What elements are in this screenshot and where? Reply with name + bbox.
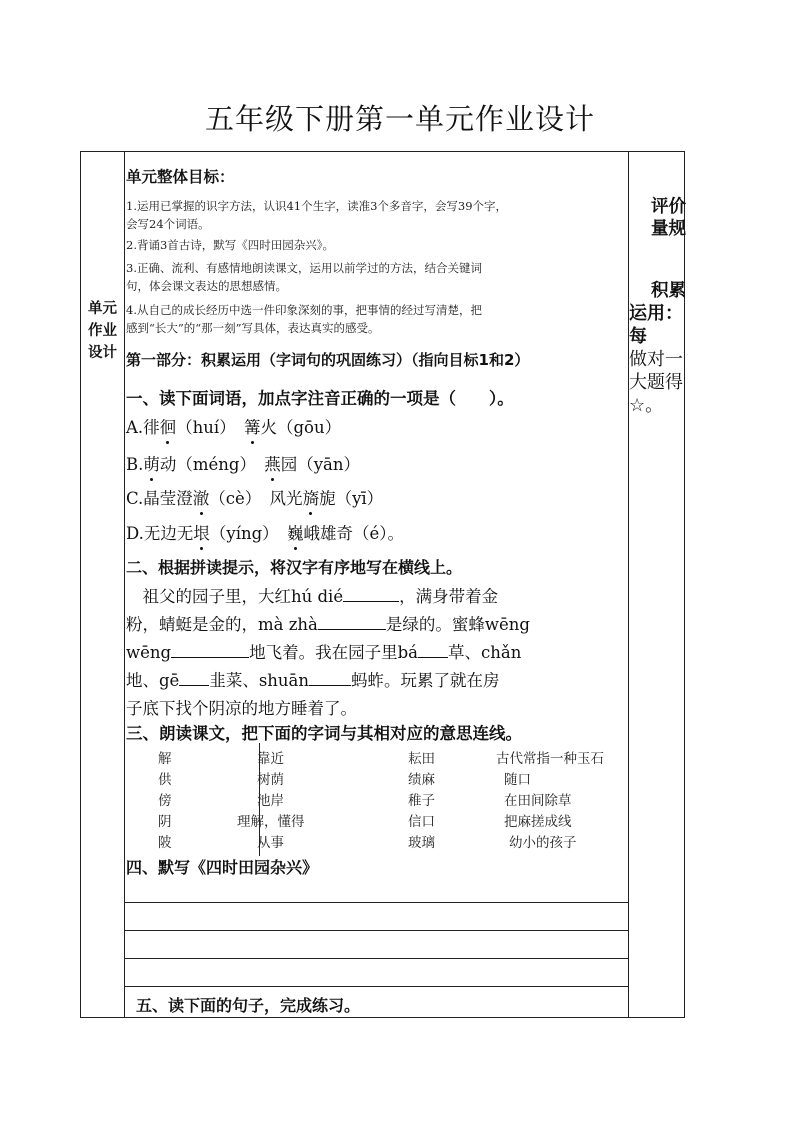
- q2-line: 祖父的园子里，大红hú dié ，满身带着金: [126, 587, 499, 606]
- evaluation-sub: 积累: [651, 281, 686, 301]
- match-word[interactable]: 耘田: [408, 751, 435, 767]
- match-meaning[interactable]: 幼小的孩子: [509, 835, 577, 851]
- answer-blank[interactable]: [179, 671, 209, 686]
- q3-heading: 三、朗读课文，把下面的字词与其相对应的意思连线。: [126, 724, 522, 743]
- answer-blank[interactable]: [318, 615, 386, 630]
- answer-blank[interactable]: [171, 643, 249, 658]
- q1-option-d: D.无边无垠（yíng） 巍峨雄奇（é）。: [126, 520, 404, 544]
- match-meaning[interactable]: 理解，懂得: [237, 814, 305, 830]
- goals-heading: 单元整体目标：: [126, 168, 235, 186]
- q2-line: wēng 地飞着。我在园子里bá 草、chǎn: [126, 643, 522, 662]
- match-word[interactable]: 玻璃: [408, 835, 435, 851]
- match-word[interactable]: 供: [158, 772, 172, 788]
- q1-option-a: A.徘徊（huí） 篝火（gōu）: [126, 414, 341, 438]
- match-meaning[interactable]: 树荫: [257, 772, 284, 788]
- column-divider-right: [628, 152, 629, 1017]
- q1-option-b: B.萌动（méng） 燕园（yān）: [126, 451, 360, 475]
- q2-line: 粉，蜻蜓是金的，mà zhà 是绿的。蜜蜂wēng: [126, 615, 530, 634]
- match-meaning[interactable]: 靠近: [257, 751, 284, 767]
- match-word[interactable]: 稚子: [408, 793, 435, 809]
- q5-heading: 五、读下面的句子，完成练习。: [136, 996, 361, 1015]
- part1-heading: 第一部分：积累运用（字词句的巩固练习）（指向目标1和2）: [126, 351, 530, 369]
- writing-line[interactable]: [124, 986, 629, 987]
- writing-line[interactable]: [124, 930, 629, 931]
- row-label: 单元 作业 设计: [88, 300, 117, 361]
- match-meaning[interactable]: 池岸: [257, 793, 284, 809]
- match-word[interactable]: 陂: [158, 835, 172, 851]
- q2-heading: 二、根据拼读提示，将汉字有序地写在横线上。: [126, 558, 463, 577]
- evaluation-heading: 评价 量规: [651, 197, 686, 239]
- goal-line: 句，体会课文表达的思想感情。: [126, 279, 287, 293]
- match-meaning[interactable]: 古代常指一种玉石: [496, 751, 604, 767]
- goal-line: 3.正确、流利、有感情地朗读课文，运用以前学过的方法，结合关键词: [126, 261, 482, 275]
- document-title: 五年级下册第一单元作业设计: [204, 102, 595, 136]
- assignment-table: [80, 151, 685, 1018]
- goal-line: 1.运用已掌握的识字方法，认识41个生字，读准3个多音字，会写39个字，: [126, 199, 508, 213]
- goal-line: 2.背诵3首古诗，默写《四时田园杂兴》。: [126, 238, 335, 252]
- evaluation-note: 运用：每 做对一 大题得 ☆。: [629, 303, 683, 416]
- answer-blank[interactable]: [309, 671, 351, 686]
- match-word[interactable]: 解: [158, 751, 172, 767]
- writing-line[interactable]: [124, 902, 629, 903]
- matching-divider: [259, 743, 260, 856]
- q2-line: 子底下找个阴凉的地方睡着了。: [126, 699, 357, 718]
- answer-blank[interactable]: [343, 587, 399, 602]
- q2-line: 地、gē 韭菜、shuān 蚂蚱。玩累了就在房: [126, 671, 500, 690]
- match-meaning[interactable]: 随口: [504, 772, 531, 788]
- match-meaning[interactable]: 把麻搓成线: [504, 814, 572, 830]
- match-word[interactable]: 绩麻: [408, 772, 435, 788]
- goal-line: 会写24个词语。: [126, 217, 210, 231]
- match-word[interactable]: 信口: [408, 814, 435, 830]
- goal-line: 感到“长大”的“那一刻”写具体，表达真实的感受。: [126, 321, 380, 335]
- writing-line[interactable]: [124, 958, 629, 959]
- q1-heading: 一、读下面词语，加点字注音正确的一项是（ ）。: [126, 389, 514, 408]
- match-word[interactable]: 阴: [158, 814, 172, 830]
- match-meaning[interactable]: 在田间除草: [504, 793, 572, 809]
- answer-blank[interactable]: [418, 643, 448, 658]
- goal-line: 4.从自己的成长经历中选一件印象深刻的事，把事情的经过写清楚，把: [126, 303, 482, 317]
- column-divider-left: [124, 152, 125, 1017]
- match-word[interactable]: 傍: [158, 793, 172, 809]
- q4-heading: 四、默写《四时田园杂兴》: [126, 858, 319, 877]
- q1-option-c: C.晶莹澄澈（cè） 风光旖旎（yī）: [126, 485, 383, 509]
- match-meaning[interactable]: 从事: [257, 835, 284, 851]
